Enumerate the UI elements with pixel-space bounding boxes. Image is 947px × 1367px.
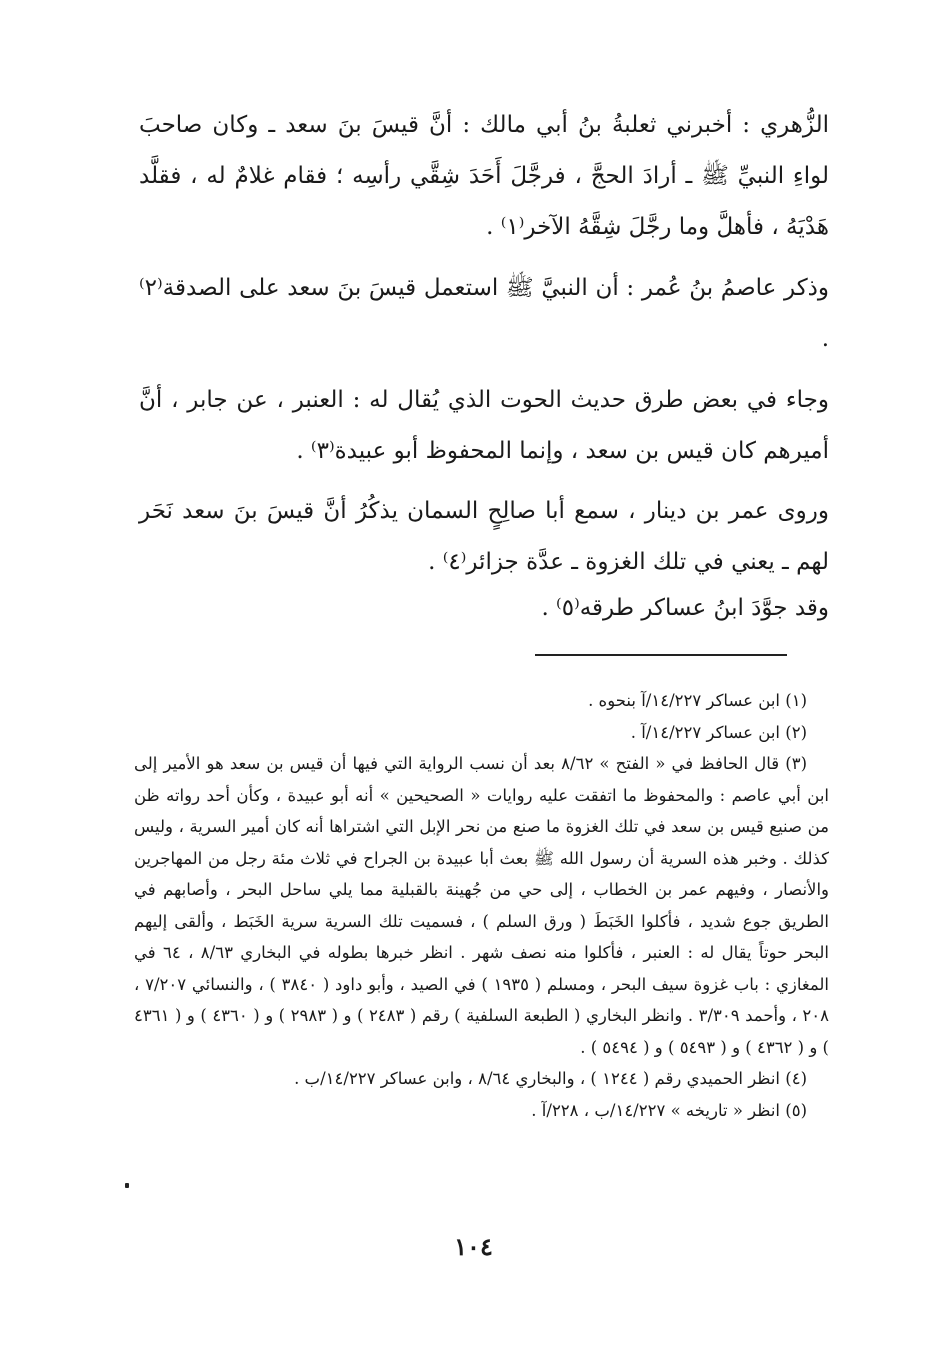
footnote-2: (٢) ابن عساكر ١٤/٢٢٧/آ . [630,722,807,742]
footnote-3: (٣) قال الحافظ في « الفتح » ٨/٦٢ بعد أن نسب الرواية التي فيها أن قيس بن سعد هو الأمير إلى ابن أبي عاصم : والمحفوظ ما اتفقت عليه روايات « الصحيحين » أنه أبو عبيدة ، وكأن أحد رواته ظن من صنيع قيس بن سعد في تلك الغزوة ما صنع من نحر الإبل التي اشتراها أنه كان أمير السرية ، وليس كذلك . وخبر هذه السرية أن رسول الله ﷺ بعث أبا عبيدة بن الجراح في ثلاث مئة رجل من المهاجرين والأنصار ، وفيهم عمر بن الخطاب ، إلى حي من جُهينة بالقبلية مما يلي ساحل البحر ، وأصابهم في الطريق جوع شديد ، فأكلوا الخَبَطَ ( ورق السلم ) ، فسميت تلك السرية سرية الخَبَط ، وألقى إليهم البحر حوتاً يقال له : العنبر ، فأكلوا منه نصف شهر . انظر خبرها بطوله في البخاري ٨/٦٣ ، ٦٤ في المغازي : باب غزوة سيف البحر ، ومسلم ( ١٩٣٥ ) في الصيد ، وأبو داود ( ٣٨٤٠ ) ، والنسائي ٧/٢٠٧ ، ٢٠٨ ، وأحمد ٣/٣٠٩ . وانظر البخاري ( الطبعة السلفية ) رقم ( ٢٤٨٣ ) و ( ٢٩٨٣ ) و ( ٤٣٦٠ ) و ( ٤٣٦١ ) و ( ٤٣٦٢ ) و ( ٥٤٩٣ ) و ( ٥٤٩٤ ) . [134,754,830,1057]
footnote-4: (٤) انظر الحميدي رقم ( ١٢٤٤ ) ، والبخاري ٨/٦٤ ، وابن عساكر ١٤/٢٢٧/ب . [294,1069,807,1088]
footnote-5: (٥) انظر « تاريخه » ١٤/٢٢٧/ب ، ٢٢٨/آ . [531,1100,807,1120]
paragraph-text: وقد جوَّدَ ابنُ عساكر طرقه⁽٥⁾ . [541,595,829,621]
main-paragraph-5 [139,583,829,634]
paragraph-text: وجاء في بعض طرق حديث الحوت الذي يُقال له : العنبر ، عن جابر ، أنَّ أميرهم كان قيس بن سعد ، وإنما المحفوظ أبو عبيدة⁽٣⁾ . [139,387,829,464]
paragraph-text: الزُّهري : أخبرني ثعلبةُ بنُ أبي مالك : أنَّ قيسَ بنَ سعد ـ وكان صاحبَ لواءِ النبيِّ ﷺ ـ أرادَ الحجَّ ، فرجَّلَ أَحَدَ شِقَّي رأسِه ؛ فقام غلامٌ له ، فقلَّد هَدْيَهُ ، فأهلَّ وما رجَّلَ شِقَّهُ الآخر⁽١⁾ . [139,112,829,240]
main-paragraph-2 [139,263,829,365]
main-paragraph-3 [139,375,829,477]
paragraph-text: وروى عمر بن دينار ، سمع أبا صالِحٍ السمان يذكُرُ أنَّ قيسَ بنَ سعد نَحَر لهم ـ يعني في تلك الغزوة ـ عدَّة جزائر⁽٤⁾ . [139,498,829,575]
footnotes-section [134,685,829,1126]
paragraph-text: وذكر عاصمُ بنُ عُمر : أن النبيَّ ﷺ استعمل قيسَ بنَ سعد على الصدقة⁽٢⁾ . [139,275,829,352]
main-paragraph-1 [139,100,829,253]
footnote-separator [535,654,787,656]
footnote-1: (١) ابن عساكر ١٤/٢٢٧/آ بنحوه . [588,691,807,710]
page-number: ١٠٤ [454,1232,493,1261]
print-speck [125,1183,129,1188]
main-paragraph-4 [139,486,829,588]
